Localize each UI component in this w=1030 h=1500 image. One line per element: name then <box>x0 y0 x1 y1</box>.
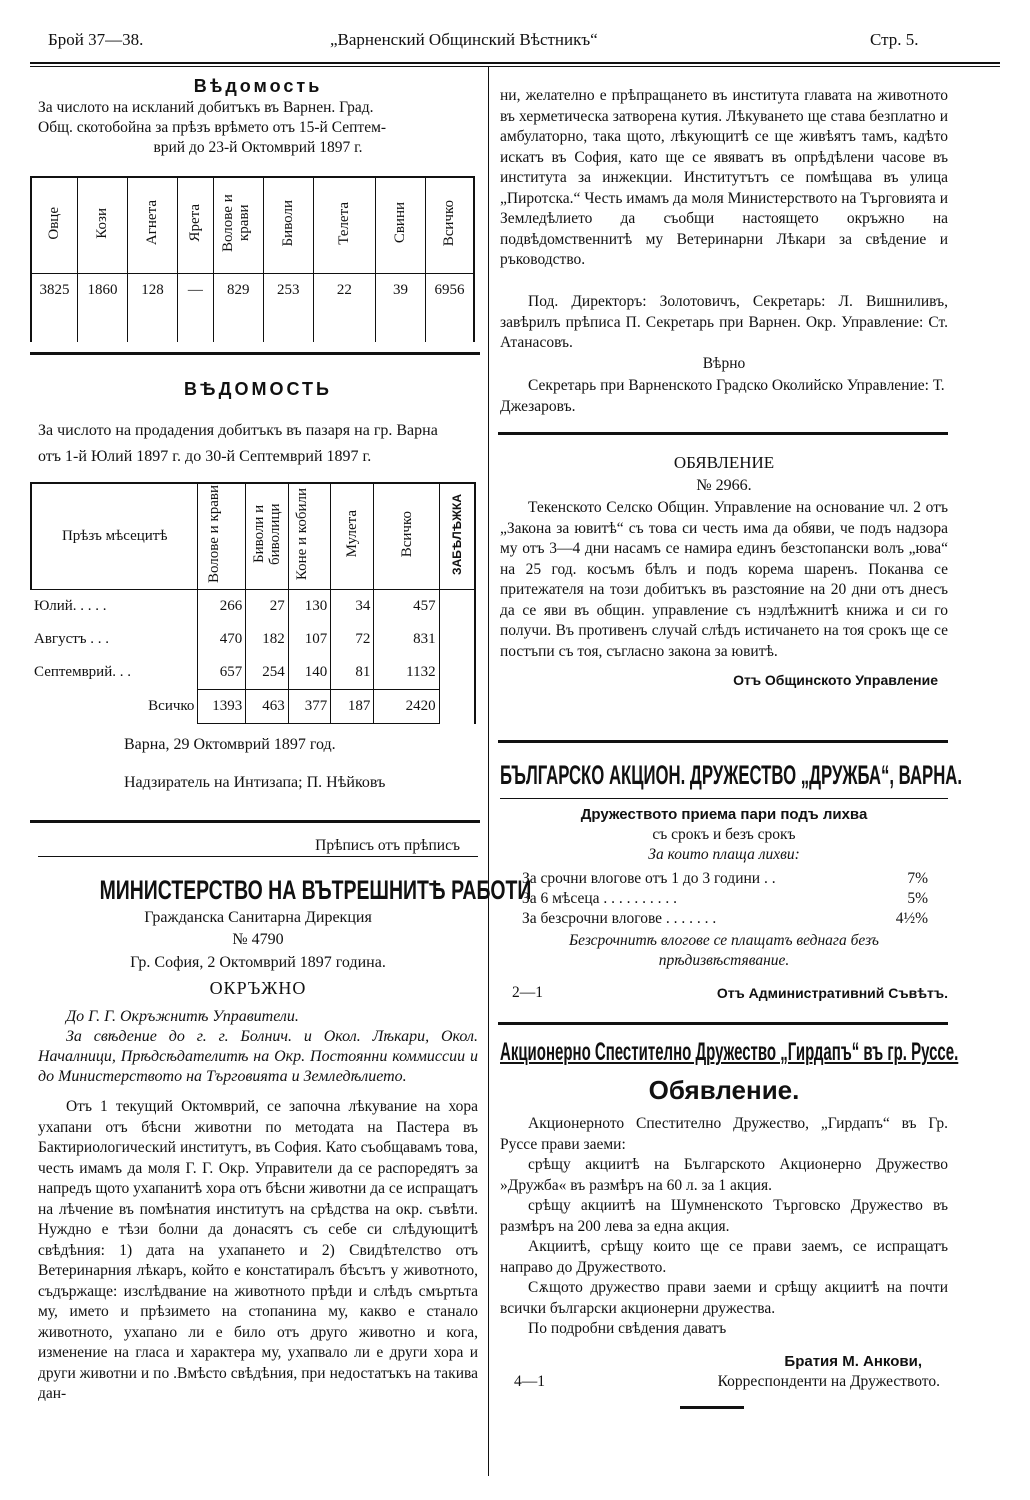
girdap-signer2: Корреспонденти на Дружеството. <box>717 1372 940 1390</box>
table-row <box>31 656 475 690</box>
section-rule <box>498 432 948 435</box>
issue-number: Брой 37—38. <box>48 30 144 49</box>
vedomost-desc-line3: врий до 23-й Октомврий 1897 г. <box>153 139 363 156</box>
girdap-title: Акционерно Спестително Дружество „Гирдапъ“ въ гр. Руссе. <box>500 1038 959 1066</box>
section-rule <box>30 352 480 355</box>
table-cell: 457 <box>374 590 439 624</box>
druzhba-line2: съ срокъ и безъ срокъ <box>652 826 796 843</box>
table-header-cell: Биволи <box>263 177 313 274</box>
newspaper-title: „Варненский Общинский Вѣстникъ“ <box>330 30 598 49</box>
announcement-2966 <box>500 452 948 690</box>
table-cell: — <box>177 274 213 342</box>
announcement-signer: Отъ Общинското Управление <box>733 672 938 688</box>
vedomost-desc-line2: Общ. скотобойна за прѣзъ врѣмето отъ 15-й Септем- <box>38 119 387 136</box>
section-rule <box>498 740 948 743</box>
girdap-p1: Акционерното Спестително Дружество, „Гирдапъ“ въ Гр. Руссе прави заеми: <box>500 1115 948 1153</box>
table-cell: 831 <box>374 623 439 656</box>
druzhba-line3: За които плаща лихви: <box>648 846 800 863</box>
table-cell <box>439 590 475 624</box>
table-header-cell: Телета <box>313 177 375 274</box>
addressee: До Г. Г. Окръжнитѣ Управители. <box>66 1008 299 1025</box>
page-header <box>30 30 930 64</box>
table-cell: 1860 <box>77 274 127 342</box>
announcement-text: Текенското Селско Общин. Управление на основание чл. 2 отъ „Закона за ювитѣ“ съ това си честь има да обяви, че подъ надзора му отъ 3—4 дни насамъ се намира единъ безстопански волъ „юва“ на 25 год. косъмъ бѣлъ и подъ корема шаренъ. Поканва се притежателя на този добитъкъ въ разстояние на 20 дни отъ днесъ да се яви въ общин. управление съ нэдлѣжнитѣ книжа и си го получи. Въ противенъ случай слѣдъ истичането на тоя срокъ ще се постъпи съ тоя, съгласно закона за ювитѣ. <box>500 499 948 660</box>
girdap-ad <box>500 1036 959 1392</box>
table-cell: 107 <box>288 623 331 656</box>
table-cell: 3825 <box>31 274 77 342</box>
table-cell <box>439 623 475 656</box>
row-label: Юлий. . . . . <box>34 598 107 614</box>
copy-note: Прѣписъ отъ прѣписъ <box>38 836 478 857</box>
table-header-cell: Ярета <box>177 177 213 274</box>
verified-note: Вѣрно <box>702 355 746 372</box>
girdap-p2: срѣщу акциитѣ на Българското Акционерно Дружество »Дружба« въ размѣръ на 60 л. за 1 акция. <box>500 1156 948 1194</box>
place-date: Варна, 29 Октомврий 1897 год. <box>124 736 336 753</box>
table-cell: 470 <box>198 623 246 656</box>
table-cell: 1132 <box>374 656 439 690</box>
directorate: Гражданска Санитарна Дирекция <box>144 909 372 926</box>
table-cell: 254 <box>246 656 289 690</box>
rates-list <box>500 869 948 929</box>
table-header-cell: Мулета <box>331 483 374 590</box>
table-header-cell: Всичко <box>425 177 474 274</box>
druzhba-signer: Отъ Административний Съвѣтъ. <box>716 985 948 1001</box>
row-label: Септемврий. . . <box>34 664 131 681</box>
table-cell: 266 <box>198 590 246 624</box>
table-cell: 34 <box>331 590 374 624</box>
girdap-p6: По подробни свѣдения даватъ <box>528 1320 727 1337</box>
secretary-signature: Секретарь при Варненското Градско Околийско Управление: Т. Джезаровъ. <box>500 377 945 415</box>
girdap-signer: Братия М. Анкови, <box>784 1352 922 1370</box>
market-table <box>30 482 476 724</box>
row-label: Августъ . . . <box>34 631 110 647</box>
rate-row: За 6 мѣсеца . . . . . . . . . . 5% <box>522 890 928 907</box>
table-row <box>31 590 475 624</box>
table-header-cell: Биволи и биволици <box>246 483 289 590</box>
table-header-cell: Всичко <box>374 483 439 590</box>
druzhba-line1: Дружеството приема пари подъ лихва <box>580 806 868 823</box>
table-cell <box>439 656 475 690</box>
table-cell: 829 <box>213 274 263 342</box>
doc-number: № 4790 <box>232 931 284 948</box>
section-rule <box>498 1022 948 1025</box>
table-header-cell: Прѣзъ мѣсецитѣ <box>31 483 198 590</box>
table-cell: 130 <box>288 590 331 624</box>
table-total-row <box>31 690 475 724</box>
table-header-cell: Свини <box>375 177 425 274</box>
total-label: Всичко <box>148 698 195 714</box>
addressee-info: За свѣдение до г. г. Болнич. и Окол. Лѣкари, Окол. Началници, Прѣдсѣдателитѣ на Окр. Постоянни коммиссии и до Министерството на Търговията и Земледѣлието. <box>38 1028 478 1085</box>
vedomost2-title: ВѢДОМОСТЬ <box>184 379 332 399</box>
girdap-p3: срѣщу акциитѣ на Шумненското Търговско Дружество въ размѣръ на 200 лева за една акция. <box>500 1197 948 1235</box>
table-cell: 187 <box>331 690 374 724</box>
table-cell: 657 <box>198 656 246 690</box>
header-rule-thin <box>30 66 1000 67</box>
market-footer <box>38 734 478 794</box>
table-cell: 377 <box>288 690 331 724</box>
table-cell: 81 <box>331 656 374 690</box>
table-header-cell: Агнета <box>127 177 177 274</box>
table-cell: 182 <box>246 623 289 656</box>
header-rule <box>30 62 1000 64</box>
rate-row: За безсрочни влогове . . . . . . . 4½% <box>522 910 928 927</box>
table-cell: 72 <box>331 623 374 656</box>
table-header-cell: Волове и крави <box>213 177 263 274</box>
circular-body: Отъ 1 текущий Октомврий, се започна лѣкувание на хора ухапани отъ бѣсни животни по методата на Пастера въ Бактириологический институтъ, въ София. Като съобщавамъ това, честь имамъ да моля Г. Г. Окр. Управители да се распоредятъ за напредъ щото ухапанитѣ хора отъ бѣсни животни да се испращатъ на лѣчение въ помѣнатия институтъ на срѣдства на окр. съвѣти. Нуждно е тѣзи болни да донасятъ съ себе си слѣдующитѣ свѣдѣния: 1) дата на ухапането и 2) Свидѣтелство отъ Ветеринарния лѣкаръ, който е констатиралъ бѣсътъ у животното, съдържаще: изслѣдвание на животното прѣди и слѣдъ смъртьта му, името и прѣзимето на стопанина му, какво е станало животното, ухапано ли е било отъ друго животно и кога, изменение на гласа и характера му, ухапвало ли е други хора и други животни и по .Вмѣсто свѣдѣния, при недостатъкъ на такива дан- <box>38 1098 478 1402</box>
girdap-heading: Обявление. <box>648 1075 800 1105</box>
table-cell: 128 <box>127 274 177 342</box>
circular-heading: ОКРЪЖНО <box>209 978 307 998</box>
circular-continuation: ни, желателно е прѣпращането въ института главата на животното въ херметическа затворена кутия. Лѣкуването ще става безплатно и амбулаторно, така щото, лѣкующитѣ се ще живѣятъ тамъ, кадѣто искатъ въ София, като ще се явяватъ въ опрѣдѣлени часове въ института за инжекции. Институтътъ се помѣщава въ улица „Пиротска.“ Честь имамъ да моля Министерството на Търговията и Земледѣлието да съобщи настоящето окръжно на подвѣдомственнитѣ му Ветеринарни Лѣкари за свѣдение и ръководство. <box>500 87 948 268</box>
table-row <box>31 623 475 656</box>
vedomost-title: Вѣдомость <box>193 76 323 96</box>
slaughter-table <box>30 176 475 342</box>
vedomost-desc-line1: За числото на исклaний добитъкъ въ Варнен. Град. <box>38 99 374 116</box>
ministry-title: МИНИСТЕРСТВО НА ВЪТРЕШНИТѢ РАБОТИ <box>99 875 532 905</box>
druzhba-ad <box>500 758 963 1003</box>
table-header-cell: ЗАБѢЛѢЖКА <box>439 483 475 590</box>
inspector-signature: Надзиратель на Интизапа; П. Нѣйковъ <box>124 774 386 791</box>
signatures: Под. Директоръ: Золотовичъ, Секретарь: Л. Вишниливъ, завѣрилъ прѣписа П. Секретарь при Варнен. Окр. Управление: Ст. Атанасовъ. <box>500 293 948 351</box>
table-cell: 463 <box>246 690 289 724</box>
column-divider <box>488 66 489 1476</box>
table-cell: 22 <box>313 274 375 342</box>
table-cell: 27 <box>246 590 289 624</box>
table-header-cell: Кози <box>77 177 127 274</box>
druzhba-num: 2—1 <box>512 984 543 1001</box>
rate-row: За срочни влогове отъ 1 до 3 години . . 7% <box>522 870 928 887</box>
vedomost-slaughter-heading <box>38 74 478 158</box>
table-header-cell: Волове и крави <box>198 483 246 590</box>
city-date: Гр. София, 2 Октомврий 1897 година. <box>130 954 386 971</box>
end-rule <box>680 1406 744 1409</box>
girdap-p5: Сѫщото дружество прави заеми и срѣщу акциитѣ на почти всички български акционерни дружества. <box>500 1279 948 1317</box>
section-rule <box>30 820 480 823</box>
page-number: Стр. 5. <box>870 30 919 49</box>
druzhba-note: Безсрочнитѣ влогове се плащатъ веднага безъ прѣдизвѣстявание. <box>569 932 879 969</box>
vedomost2-desc-line2: отъ 1-й Юлий 1897 г. до 30-й Септемврий 1897 г. <box>38 448 372 465</box>
druzhba-title: БЪЛГАРСКО АКЦИОН. ДРУЖЕСТВО „ДРУЖБА“, ВАРНА. <box>500 760 963 790</box>
table-cell: 1393 <box>198 690 246 724</box>
druzhba-footer <box>500 983 948 1003</box>
girdap-footer <box>500 1372 948 1392</box>
girdap-p4: Акциитѣ, срѣщу които ще се прави заемъ, се испращатъ направо до Дружеството. <box>500 1238 948 1276</box>
table-cell: 140 <box>288 656 331 690</box>
vedomost-market-heading <box>38 376 478 468</box>
table-header-cell: Овце <box>31 177 77 274</box>
table-header-cell: Коне и кобили <box>288 483 331 590</box>
table-cell <box>439 690 475 724</box>
table-cell: 2420 <box>374 690 439 724</box>
table-cell: 253 <box>263 274 313 342</box>
table-cell: 39 <box>375 274 425 342</box>
vedomost2-desc-line1: За числото на продадения добитъкъ въ пазаря на гр. Варна <box>38 422 438 439</box>
table-cell: 6956 <box>425 274 474 342</box>
announcement-title: ОБЯВЛЕНИЕ <box>673 453 775 472</box>
announcement-number: № 2966. <box>696 477 752 494</box>
girdap-num: 4—1 <box>514 1372 545 1390</box>
